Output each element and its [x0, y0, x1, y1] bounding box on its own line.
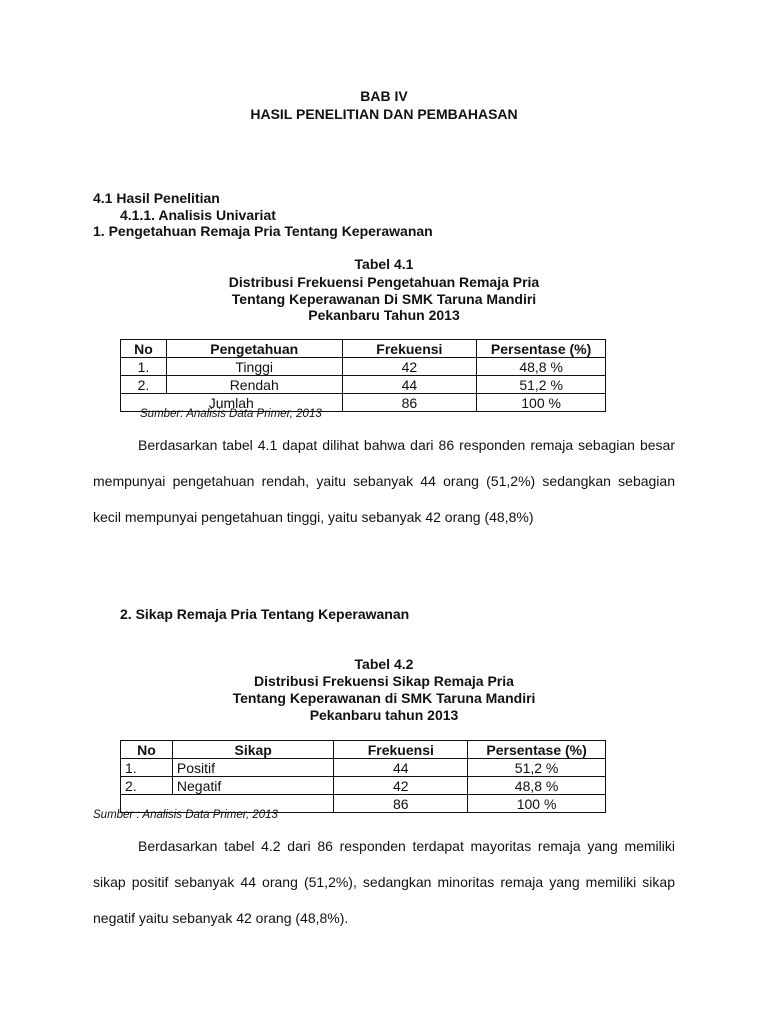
table1-col-category: Pengetahuan — [166, 340, 342, 358]
table2-col-percentage: Persentase (%) — [468, 741, 606, 759]
table1-cell-frequency: 42 — [342, 358, 477, 376]
table2-cell-percentage: 48,8 % — [468, 777, 606, 795]
subsection-heading: 4.1.1. Analisis Univariat — [120, 207, 276, 223]
table-row — [121, 358, 606, 376]
table2-cell-no: 1. — [121, 759, 173, 777]
table1-caption-line1: Distribusi Frekuensi Pengetahuan Remaja Pria — [228, 274, 540, 290]
table1-caption-line2: Tentang Keperawanan Di SMK Taruna Mandiri — [231, 291, 537, 307]
table1-source: Sumber: Analisis Data Primer, 2013 — [140, 408, 322, 420]
table1-cell-category: Rendah — [166, 376, 342, 394]
table2-cell-no: 2. — [121, 777, 173, 795]
table2-col-no: No — [121, 741, 173, 759]
table2-total-percentage: 100 % — [468, 795, 606, 813]
part1-paragraph-text: Berdasarkan tabel 4.1 dapat dilihat bahwa dari 86 responden remaja sebagian besar mempunyai pengetahuan rendah, yaitu sebanyak 44 orang (51,2%) sedangkan sebagian kecil mempunyai pengetahuan tinggi, yaitu sebanyak 42 orang (48,8%) — [93, 437, 675, 525]
table-row — [121, 759, 606, 777]
chapter-label: BAB IV — [360, 88, 408, 104]
table2-col-frequency: Frekuensi — [334, 741, 468, 759]
table1-total-percentage: 100 % — [477, 394, 606, 412]
table1-cell-percentage: 48,8 % — [477, 358, 606, 376]
table2-caption-line3: Pekanbaru tahun 2013 — [309, 707, 459, 723]
table1-total-frequency: 86 — [342, 394, 477, 412]
table1-cell-percentage: 51,2 % — [477, 376, 606, 394]
table1-cell-no: 2. — [121, 376, 167, 394]
table-4-2 — [120, 740, 606, 813]
table2-cell-frequency: 44 — [334, 759, 468, 777]
table2-source: Sumber : Analisis Data Primer, 2013 — [93, 809, 278, 821]
table2-header-row — [121, 741, 606, 759]
table-4-1 — [120, 339, 606, 412]
table1-header-row — [121, 340, 606, 358]
table1-cell-no: 1. — [121, 358, 167, 376]
table2-caption-line2: Tentang Keperawanan di SMK Taruna Mandiri — [232, 690, 536, 706]
part2-paragraph — [93, 828, 675, 936]
table1-cell-frequency: 44 — [342, 376, 477, 394]
table2-cell-category: Negatif — [172, 777, 334, 795]
table2-cell-category: Positif — [172, 759, 334, 777]
table2-caption-line1: Distribusi Frekuensi Sikap Remaja Pria — [254, 673, 514, 689]
part2-paragraph-text: Berdasarkan tabel 4.2 dari 86 responden terdapat mayoritas remaja yang memiliki sikap positif sebanyak 44 orang (51,2%), sedangkan minoritas remaja yang memiliki sikap negatif yaitu sebanyak 42 orang (48,8%). — [93, 838, 675, 926]
table1-cell-category: Tinggi — [166, 358, 342, 376]
section-heading: 4.1 Hasil Penelitian — [93, 190, 220, 206]
part1-heading: 1. Pengetahuan Remaja Pria Tentang Keperawanan — [93, 223, 433, 239]
table2-total-frequency: 86 — [334, 795, 468, 813]
part1-paragraph — [93, 427, 675, 535]
table2-cell-percentage: 51,2 % — [468, 759, 606, 777]
table1-total-label: Jumlah — [121, 394, 343, 412]
table1-col-percentage: Persentase (%) — [477, 340, 606, 358]
part2-heading: 2. Sikap Remaja Pria Tentang Keperawanan — [120, 606, 410, 622]
chapter-title: HASIL PENELITIAN DAN PEMBAHASAN — [250, 106, 518, 122]
table-row — [121, 777, 606, 795]
table2-col-category: Sikap — [172, 741, 334, 759]
table-row — [121, 376, 606, 394]
table2-label: Tabel 4.2 — [354, 656, 414, 672]
table1-caption-line3: Pekanbaru Tahun 2013 — [308, 307, 460, 323]
table2-cell-frequency: 42 — [334, 777, 468, 795]
table1-label: Tabel 4.1 — [354, 256, 414, 272]
table1-col-no: No — [121, 340, 167, 358]
table1-col-frequency: Frekuensi — [342, 340, 477, 358]
